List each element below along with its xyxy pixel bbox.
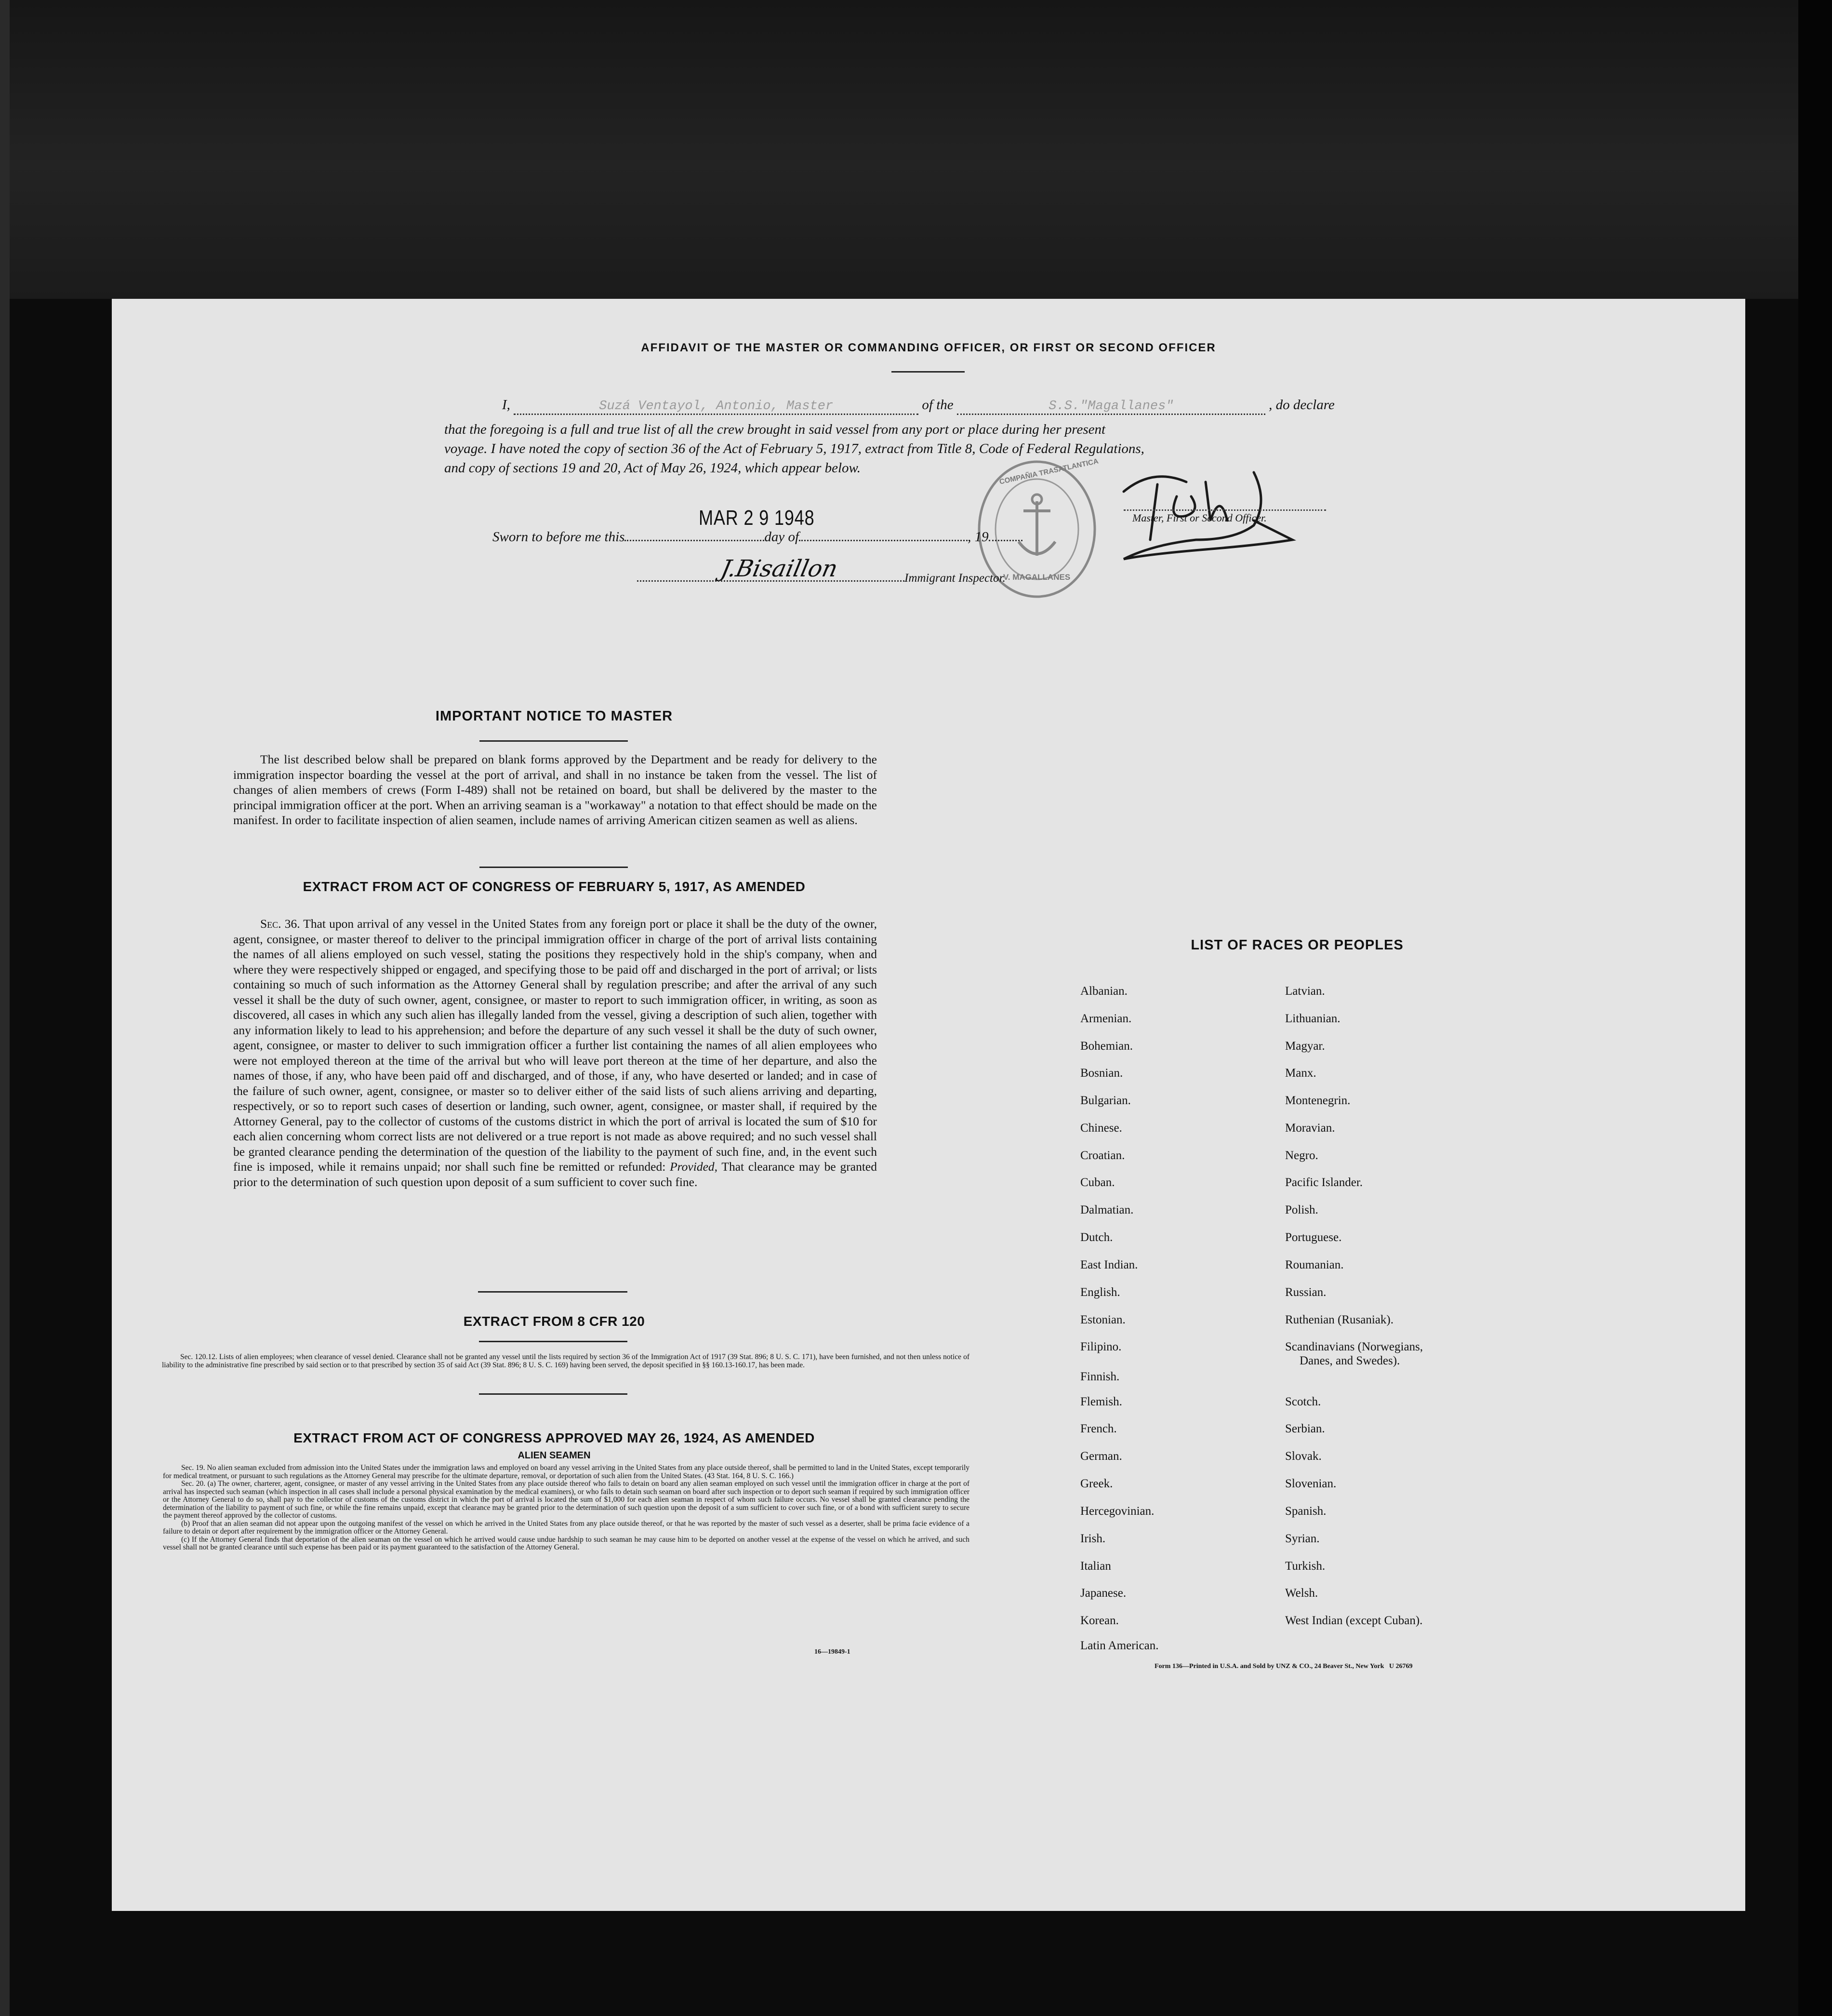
race-item: Bulgarian. [1080, 1094, 1131, 1107]
inspector-caption: Immigrant Inspector. [904, 572, 1006, 585]
title-underline [891, 371, 965, 373]
race-item: Syrian. [1285, 1532, 1320, 1545]
sworn-month-field [799, 540, 968, 541]
master-name-value: Suzá Ventayol, Antonio, Master [599, 399, 834, 414]
cfr-paragraph: Sec. 120.12. Lists of alien employees; when clearance of vessel denied. Clearance shall not be granted any vessel until the lists required by section 36 of the Immigration Act of 1917 (39 Stat. 896; 8 U. S. C. 171), have been furnished, and not then unless notice of liability to the administrative fine prescribed by said section or to that prescribed by section 35 of said Act (39 Stat. 896; 8 U. S. C. 169) having been served, the deposit specified in §§ 160.13-160.17, has been made. [162, 1353, 969, 1369]
race-item: Finnish. [1080, 1370, 1120, 1383]
race-item: Latin American. [1080, 1639, 1159, 1652]
race-item: Magyar. [1285, 1040, 1325, 1053]
sworn-label: Sworn to before me this [492, 529, 625, 545]
sworn-day-field [624, 540, 764, 541]
race-item: Montenegrin. [1285, 1094, 1351, 1107]
race-item: Serbian. [1285, 1422, 1325, 1435]
race-item: Albanian. [1080, 985, 1128, 998]
film-edge-right [1798, 0, 1832, 2016]
extract-1924-subtitle: ALIEN SEAMEN [518, 1450, 591, 1461]
race-item: Portuguese. [1285, 1231, 1342, 1244]
extract-1917-body [233, 916, 877, 1189]
affidavit-title: AFFIDAVIT OF THE MASTER OR COMMANDING OFFICER, OR FIRST OR SECOND OFFICER [641, 341, 1216, 354]
cfr-body [162, 1353, 969, 1369]
race-item: Welsh. [1285, 1587, 1318, 1600]
seal-text-bottom: V. MAGALLANES [1003, 573, 1071, 582]
race-item: West Indian (except Cuban). [1285, 1614, 1423, 1627]
race-item: Flemish. [1080, 1395, 1122, 1408]
extract-1924-title: EXTRACT FROM ACT OF CONGRESS APPROVED MAY 26, 1924, AS AMENDED [293, 1430, 815, 1445]
sworn-year-field [989, 540, 1022, 541]
inspector-signature-field [637, 580, 904, 582]
race-item: Korean. [1080, 1614, 1119, 1627]
race-item: Hercegovinian. [1080, 1505, 1155, 1518]
cfr-title-rule [479, 1341, 627, 1342]
do-declare-label: , do declare [1269, 397, 1335, 413]
notice-title-rule [479, 740, 628, 742]
race-item: Croatian. [1080, 1149, 1125, 1162]
proviso-text: That clearance may be granted prior to the determination of such question upon deposit of a sum sufficient to cover such fine. [233, 1160, 877, 1189]
race-item: Scandinavians (Norwegians, [1285, 1340, 1423, 1353]
sec-20a-paragraph: Sec. 20. (a) The owner, charterer, agent, consignee, or master of any vessel arriving in the United States from any place outside thereof who fails to detain on board any alien seaman employed on such vessel until the immigration officer in charge at the port of arrival has inspected such seaman (which inspection in all cases shall include a personal physical examination by the medical examiners), or who fails to detain such seaman on board after such inspection or to deport such seaman if required by such immigration officer or the Attorney General to do so, shall pay to the collector of customs of the customs district in which the port of arrival is located the sum of $1,000 for each alien seaman in respect of whom such failure occurs. No vessel shall be granted clearance pending the determination of the liability to payment of such fine, or while the fine remains unpaid, except that clearance may be granted prior to the determination of such question upon the deposit of a sum sufficient to cover such fine, or of a bond with sufficient surety to secure the payment thereof approved by the collector of customs. [163, 1480, 969, 1520]
race-item: Turkish. [1285, 1560, 1326, 1573]
race-item: East Indian. [1080, 1258, 1138, 1271]
document-page [112, 299, 1745, 1911]
race-item: Lithuanian. [1285, 1012, 1341, 1025]
race-item: Scotch. [1285, 1395, 1321, 1408]
race-item: Polish. [1285, 1203, 1318, 1216]
race-item: Armenian. [1080, 1012, 1132, 1025]
race-item: Ruthenian (Rusaniak). [1285, 1313, 1394, 1326]
master-signature-line [1124, 509, 1326, 511]
race-item: Bosnian. [1080, 1067, 1123, 1080]
race-item: French. [1080, 1422, 1117, 1435]
race-item: Latvian. [1285, 985, 1325, 998]
declaration-line-1 [444, 397, 1475, 415]
declaration-line-3: voyage. I have noted the copy of section 36 of the Act of February 5, 1917, extract from Title 8, Code of Federal Regulations, [444, 441, 1144, 456]
race-item: Dalmatian. [1080, 1203, 1134, 1216]
notice-body [233, 752, 877, 828]
race-item: German. [1080, 1450, 1122, 1463]
notice-end-rule [479, 867, 628, 868]
received-date-stamp: MAR 2 9 1948 [699, 506, 815, 530]
master-caption: Master, First or Second Officer. [1132, 512, 1267, 524]
race-item: English. [1080, 1286, 1120, 1299]
extract-1917-title: EXTRACT FROM ACT OF CONGRESS OF FEBRUARY 5, 1917, AS AMENDED [303, 879, 806, 894]
races-title: LIST OF RACES OR PEOPLES [1191, 937, 1404, 953]
declaration-line-2: that the foregoing is a full and true list of all the crew brought in said vessel from any port or place during her present [444, 422, 1106, 437]
form-printer-line: Form 136—Printed in U.S.A. and Sold by UNZ & CO., 24 Beaver St., New York U 26769 [1155, 1663, 1413, 1670]
race-item: Bohemian. [1080, 1040, 1133, 1053]
proviso-label: Provided, [670, 1160, 718, 1174]
race-item: Estonian. [1080, 1313, 1126, 1326]
notice-title: IMPORTANT NOTICE TO MASTER [435, 708, 673, 724]
notice-paragraph: The list described below shall be prepared on blank forms approved by the Department and be ready for delivery to the immigration inspector boarding the vessel at the port of arrival, and shall in no instance be taken from the vessel. The list of changes of alien members of crews (Form I-489) shall not be retained on board, but shall be delivered by the master to the principal immigration officer at the port. When an arriving seaman is a "workaway" a notation to that effect should be made on the manifest. In order to facilitate inspection of alien seamen, include names of arriving American citizen seamen as well as aliens. [233, 752, 877, 827]
declaration-line-4: and copy of sections 19 and 20, Act of May 26, 1924, which appear below. [444, 460, 861, 476]
race-item: Irish. [1080, 1532, 1106, 1545]
sworn-line [492, 529, 1022, 545]
race-item: Greek. [1080, 1477, 1113, 1490]
race-item: Italian [1080, 1560, 1111, 1573]
race-item: Moravian. [1285, 1121, 1335, 1135]
cfr-end-rule [479, 1393, 627, 1395]
form-code-left: 16—19849-1 [814, 1648, 850, 1656]
race-item: Negro. [1285, 1149, 1318, 1162]
race-item: Pacific Islander. [1285, 1176, 1363, 1189]
race-item: Japanese. [1080, 1587, 1127, 1600]
cfr-title: EXTRACT FROM 8 CFR 120 [463, 1314, 645, 1329]
master-name-field [514, 397, 918, 415]
race-item: Dutch. [1080, 1231, 1113, 1244]
section-36-text: That upon arrival of any vessel in the United States from any foreign port or place it shall be the duty of the owner, agent, consignee, or master thereof to deliver to the principal immigration officer in charge of the port of arrival lists containing the names of all aliens employed on such vessel, stating the positions they respectively hold in the ship's company, when and where they were respectively shipped or engaged, and specifying those to be paid off and discharged in the port of arrival; or lists containing so much of such information as the Attorney General shall by regulation prescribe; and after the arrival of any such vessel it shall be the duty of such owner, agent, consignee, or master to report to such immigration officer, in writing, as soon as discovered, all cases in which any such alien has illegally landed from the vessel, giving a description of such alien, together with any information likely to lead to his apprehension; and before the departure of any such vessel it shall be the duty of such owner, agent, consignee, or master to deliver to such immigration officer a further list containing the names of all alien employees who were not employed thereon at the time of the arrival but who will leave port thereon at the time of her departure, and also the names of those, if any, who have been paid off and discharged, and of those, if any, who have deserted or landed; and in case of the failure of such owner, agent, consignee, or master so to deliver either of the said lists of such aliens arriving and departing, respectively, or so to report such cases of desertion or landing, such owner, agent, consignee, or master shall, if required by the Attorney General, pay to the collector of customs of the customs district in which the port of arrival is located the sum of $10 for each alien concerning whom correct lists are not delivered or a true report is not made as above required; and no such vessel shall be granted clearance pending the determination of the question of the liability to the payment of such fine, and, in the event such fine is imposed, while it remains unpaid; nor shall such fine be remitted or refunded: [233, 917, 877, 1174]
race-item: Slovenian. [1285, 1477, 1337, 1490]
sec-20b-paragraph: (b) Proof that an alien seaman did not appear upon the outgoing manifest of the vessel on which he arrived in the United States from any place outside thereof, or that he was reported by the master of such vessel as a deserter, shall be prima facie evidence of a failure to detain or deport after requirement by the immigration officer or the Attorney General. [163, 1519, 969, 1535]
vessel-name-value: S.S."Magallanes" [1049, 399, 1174, 414]
film-header-band [0, 0, 1832, 299]
year-prefix-label: , 19 [968, 529, 989, 545]
race-item: Roumanian. [1285, 1258, 1344, 1271]
inspector-line [637, 572, 1006, 585]
race-item: Danes, and Swedes). [1300, 1354, 1400, 1367]
inspector-signature: J.Bisaillon [718, 555, 840, 582]
race-item: Filipino. [1080, 1340, 1122, 1353]
declaration-prefix: I, [502, 397, 510, 413]
race-item: Cuban. [1080, 1176, 1115, 1189]
of-the-label: of the [922, 397, 954, 413]
sec-20c-paragraph: (c) If the Attorney General finds that deportation of the alien seaman on the vessel on which he arrived would cause undue hardship to such seaman he may cause him to be deported on another vessel at the expense of the vessel on which he arrived, and such vessel shall not be granted clearance until such expense has been paid or its payment guaranteed to the satisfaction of the Attorney General. [163, 1535, 969, 1551]
race-item: Russian. [1285, 1286, 1327, 1299]
film-edge-left [0, 0, 10, 2016]
extract-1924-body [163, 1464, 969, 1552]
race-item: Manx. [1285, 1067, 1316, 1080]
race-item: Slovak. [1285, 1450, 1322, 1463]
extract-1917-paragraph [233, 916, 877, 1189]
extract-1917-end-rule [478, 1291, 627, 1293]
section-36-label: Sec. 36. [260, 917, 300, 931]
seal-text-top: COMPAÑIA TRASATLANTICA [998, 457, 1100, 486]
day-of-label: day of [764, 529, 799, 545]
sec-19-paragraph: Sec. 19. No alien seaman excluded from admission into the United States under the immigration laws and employed on board any vessel arriving in the United States from any place outside thereof, shall be permitted to land in the United States, except temporarily for medical treatment, or pursuant to such regulations as the Attorney General may prescribe for the ultimate departure, removal, or deportation of such alien from the United States. (43 Stat. 164, 8 U. S. C. 166.) [163, 1464, 969, 1480]
race-item: Spanish. [1285, 1505, 1327, 1518]
race-item: Chinese. [1080, 1121, 1122, 1135]
vessel-name-field [957, 397, 1265, 415]
